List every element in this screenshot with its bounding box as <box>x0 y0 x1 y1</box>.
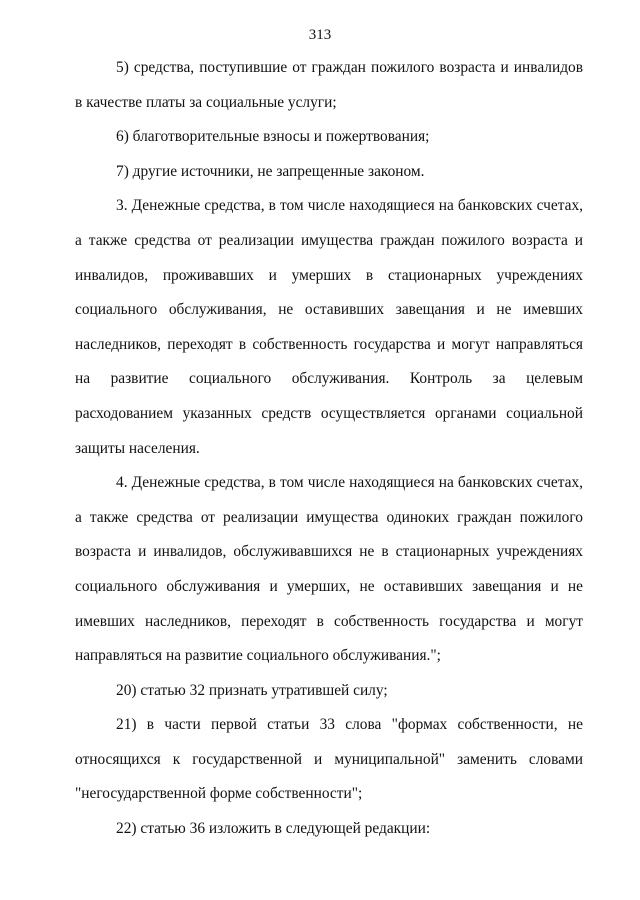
document-body <box>75 51 583 847</box>
paragraph-item-7: 7) другие источники, не запрещенные законом. <box>116 162 425 180</box>
paragraph-item-20: 20) статью 32 признать утратившей силу; <box>116 681 388 699</box>
paragraph-item-6: 6) благотворительные взносы и пожертвования; <box>116 128 430 146</box>
paragraph-item-5: 5) средства, поступившие от граждан пожилого возраста и инвалидов в качестве платы за социальные услуги; <box>75 59 583 111</box>
paragraph-clause-4: 4. Денежные средства, в том числе находящиеся на банковских счетах, а также средства от реализации имущества одиноких граждан пожилого возраста и инвалидов, обслуживавшихся не в стационарных учреждениях социального обслуживания и умерших, не оставивших завещания и не имевших наследников, переходят в собственность государства и могут направляться на развитие социального обслуживания."; <box>75 474 583 665</box>
paragraph-item-21: 21) в части первой статьи 33 слова "формах собственности, не относящихся к государственной и муниципальной" заменить словами "негосударственной форме собственности"; <box>75 716 583 803</box>
page-number: 313 <box>308 27 332 43</box>
paragraph-clause-3: 3. Денежные средства, в том числе находящиеся на банковских счетах, а также средства от реализации имущества граждан пожилого возраста и инвалидов, проживавших и умерших в стационарных учреждениях социального обслуживания, не оставивших завещания и не имевших наследников, переходят в собственность государства и могут направляться на развитие социального обслуживания. Контроль за целевым расходованием указанных средств осуществляется органами социальной защиты населения. <box>75 197 583 457</box>
paragraph-item-22: 22) статью 36 изложить в следующей редакции: <box>116 820 431 838</box>
